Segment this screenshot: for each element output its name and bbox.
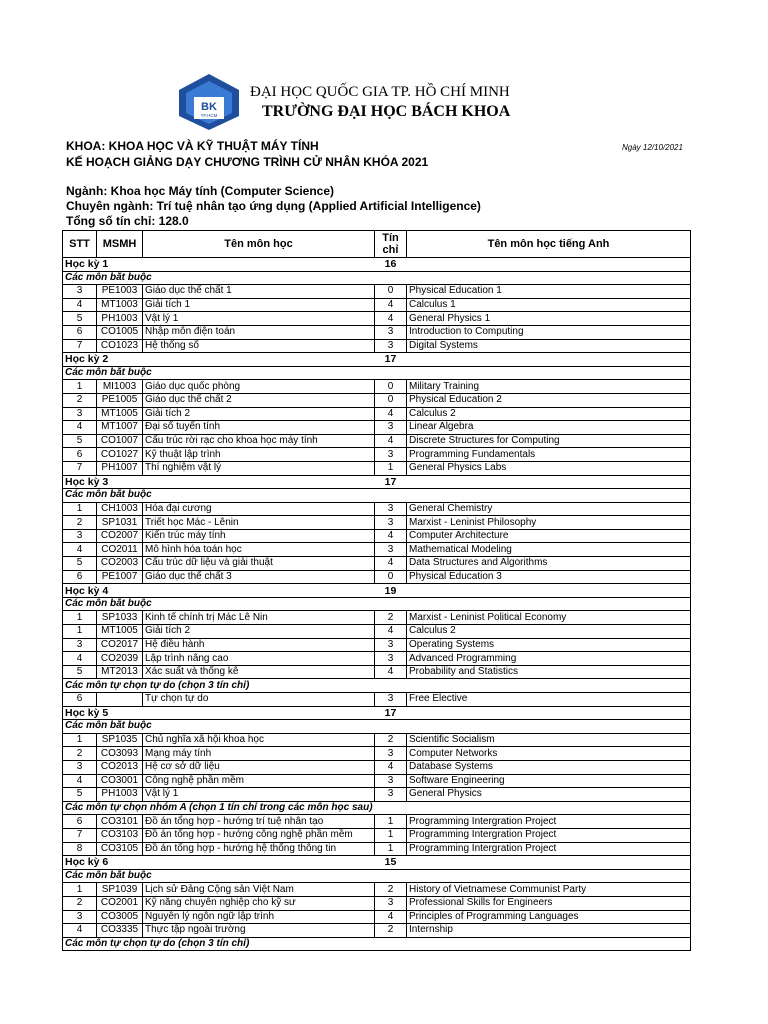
course-credits: 3 — [375, 896, 407, 910]
course-credits: 4 — [375, 434, 407, 448]
course-code: MT1007 — [97, 421, 143, 435]
course-name-vi: Tự chọn tự do — [143, 693, 375, 707]
course-row — [63, 557, 691, 571]
course-code: CO1005 — [97, 325, 143, 339]
course-name-vi: Vật lý 1 — [143, 788, 375, 802]
semester-spacer — [407, 353, 691, 367]
course-stt: 7 — [63, 828, 97, 842]
semester-credits: 17 — [375, 475, 407, 489]
course-code: SP1039 — [97, 883, 143, 897]
course-name-vi: Lập trình nâng cao — [143, 652, 375, 666]
course-row — [63, 788, 691, 802]
header-code: MSMH — [97, 231, 143, 258]
plan-title: KẾ HOẠCH GIẢNG DẠY CHƯƠNG TRÌNH CỬ NHÂN KHÓA 2021 — [66, 155, 429, 169]
header-name-en: Tên môn học tiếng Anh — [407, 231, 691, 258]
course-stt: 6 — [63, 815, 97, 829]
course-row — [63, 625, 691, 639]
course-name-vi: Triết học Mác - Lênin — [143, 516, 375, 530]
semester-row — [63, 706, 691, 720]
course-name-vi: Hệ điều hành — [143, 638, 375, 652]
course-code: MT1003 — [97, 298, 143, 312]
course-name-vi: Lịch sử Đảng Cộng sản Việt Nam — [143, 883, 375, 897]
course-code: CO2001 — [97, 896, 143, 910]
course-stt: 6 — [63, 693, 97, 707]
course-name-vi: Giải tích 2 — [143, 407, 375, 421]
course-row — [63, 815, 691, 829]
course-stt: 3 — [63, 760, 97, 774]
course-row — [63, 421, 691, 435]
course-credits: 3 — [375, 516, 407, 530]
course-credits: 3 — [375, 543, 407, 557]
course-code: CO3101 — [97, 815, 143, 829]
semester-credits: 16 — [375, 258, 407, 272]
course-name-en: Mathematical Modeling — [407, 543, 691, 557]
course-stt: 4 — [63, 924, 97, 938]
course-name-vi: Giáo dục thể chất 2 — [143, 393, 375, 407]
course-credits: 4 — [375, 529, 407, 543]
course-code: CO2007 — [97, 529, 143, 543]
semester-credits: 17 — [375, 706, 407, 720]
course-credits: 2 — [375, 924, 407, 938]
course-row — [63, 652, 691, 666]
course-code: CO3105 — [97, 842, 143, 856]
course-name-en: Physical Education 1 — [407, 285, 691, 299]
course-stt: 4 — [63, 774, 97, 788]
course-name-en: Software Engineering — [407, 774, 691, 788]
logo-subtext: TP.HCM — [200, 113, 218, 118]
semester-spacer — [407, 258, 691, 272]
course-code: MT1005 — [97, 625, 143, 639]
course-stt: 5 — [63, 434, 97, 448]
course-code: MT1005 — [97, 407, 143, 421]
course-stt: 1 — [63, 733, 97, 747]
course-group-label: Các môn bắt buộc — [63, 869, 691, 883]
course-name-en: Calculus 2 — [407, 407, 691, 421]
course-code: PE1003 — [97, 285, 143, 299]
course-code: CO2017 — [97, 638, 143, 652]
course-credits: 0 — [375, 393, 407, 407]
course-stt: 2 — [63, 516, 97, 530]
bk-logo-icon — [176, 72, 242, 132]
course-name-vi: Cấu trúc rời rạc cho khoa học máy tính — [143, 434, 375, 448]
course-row — [63, 570, 691, 584]
course-name-en: History of Vietnamese Communist Party — [407, 883, 691, 897]
course-credits: 3 — [375, 448, 407, 462]
semester-credits: 19 — [375, 584, 407, 598]
course-name-en: General Physics Labs — [407, 461, 691, 475]
course-name-en: General Physics 1 — [407, 312, 691, 326]
course-group-label: Các môn tự chọn tự do (chọn 3 tín chỉ) — [63, 679, 691, 693]
course-credits: 4 — [375, 760, 407, 774]
course-name-en: Programming Fundamentals — [407, 448, 691, 462]
header-name-vi: Tên môn học — [143, 231, 375, 258]
course-row — [63, 325, 691, 339]
course-name-en: Internship — [407, 924, 691, 938]
course-name-vi: Mô hình hóa toán học — [143, 543, 375, 557]
course-name-en: Discrete Structures for Computing — [407, 434, 691, 448]
course-name-en: Calculus 1 — [407, 298, 691, 312]
semester-label: Học kỳ 2 — [63, 353, 375, 367]
course-stt: 2 — [63, 393, 97, 407]
course-credits: 3 — [375, 747, 407, 761]
course-name-en: Principles of Programming Languages — [407, 910, 691, 924]
faculty-title: KHOA: KHOA HỌC VÀ KỸ THUẬT MÁY TÍNH — [66, 139, 319, 153]
course-stt: 7 — [63, 339, 97, 353]
semester-label: Học kỳ 3 — [63, 475, 375, 489]
course-row — [63, 828, 691, 842]
semester-credits: 15 — [375, 856, 407, 870]
course-stt: 6 — [63, 448, 97, 462]
semester-spacer — [407, 856, 691, 870]
semester-row — [63, 475, 691, 489]
course-stt: 3 — [63, 407, 97, 421]
course-credits: 3 — [375, 339, 407, 353]
major-line: Ngành: Khoa học Máy tính (Computer Science) — [66, 184, 335, 198]
course-credits: 4 — [375, 312, 407, 326]
course-name-vi: Đồ án tổng hợp - hướng công nghệ phần mềm — [143, 828, 375, 842]
course-code: SP1031 — [97, 516, 143, 530]
course-name-vi: Chủ nghĩa xã hội khoa học — [143, 733, 375, 747]
course-credits: 4 — [375, 557, 407, 571]
course-stt: 4 — [63, 652, 97, 666]
course-credits: 1 — [375, 815, 407, 829]
table-header-row — [63, 231, 691, 258]
course-credits: 4 — [375, 665, 407, 679]
course-credits: 3 — [375, 421, 407, 435]
course-group-label: Các môn tự chọn tự do (chọn 3 tín chỉ) — [63, 937, 691, 951]
specialization-line: Chuyên ngành: Trí tuệ nhân tạo ứng dụng (Applied Artificial Intelligence) — [66, 199, 481, 213]
course-code: CO2039 — [97, 652, 143, 666]
course-code: CO1023 — [97, 339, 143, 353]
semester-spacer — [407, 475, 691, 489]
course-name-vi: Kỹ năng chuyên nghiệp cho kỹ sư — [143, 896, 375, 910]
semester-label: Học kỳ 6 — [63, 856, 375, 870]
course-stt: 4 — [63, 421, 97, 435]
course-name-vi: Đồ án tổng hợp - hướng trí tuệ nhân tạo — [143, 815, 375, 829]
course-name-vi: Thí nghiệm vật lý — [143, 461, 375, 475]
university-logo — [176, 72, 242, 132]
course-name-vi: Hệ cơ sở dữ liệu — [143, 760, 375, 774]
course-name-en: Computer Networks — [407, 747, 691, 761]
course-stt: 6 — [63, 570, 97, 584]
course-name-en: Physical Education 3 — [407, 570, 691, 584]
course-stt: 1 — [63, 380, 97, 394]
course-row — [63, 502, 691, 516]
course-name-vi: Hệ thống số — [143, 339, 375, 353]
course-name-vi: Xác suất và thống kê — [143, 665, 375, 679]
course-row — [63, 638, 691, 652]
course-name-en: Computer Architecture — [407, 529, 691, 543]
course-group-row — [63, 801, 691, 815]
course-code: SP1035 — [97, 733, 143, 747]
course-name-vi: Giải tích 1 — [143, 298, 375, 312]
course-name-vi: Mạng máy tính — [143, 747, 375, 761]
course-row — [63, 842, 691, 856]
course-row — [63, 448, 691, 462]
course-name-vi: Kiến trúc máy tính — [143, 529, 375, 543]
course-code: CO1027 — [97, 448, 143, 462]
course-name-en: Programming Intergration Project — [407, 842, 691, 856]
course-name-vi: Giáo dục quốc phòng — [143, 380, 375, 394]
course-code: PE1005 — [97, 393, 143, 407]
course-code: CO1007 — [97, 434, 143, 448]
course-code: CO2013 — [97, 760, 143, 774]
course-group-label: Các môn bắt buộc — [63, 271, 691, 285]
course-row — [63, 760, 691, 774]
course-name-vi: Hóa đại cương — [143, 502, 375, 516]
course-row — [63, 312, 691, 326]
course-name-en: General Chemistry — [407, 502, 691, 516]
course-row — [63, 298, 691, 312]
course-row — [63, 665, 691, 679]
course-credits: 1 — [375, 842, 407, 856]
course-stt: 3 — [63, 529, 97, 543]
course-row — [63, 434, 691, 448]
course-row — [63, 910, 691, 924]
course-row — [63, 774, 691, 788]
course-stt: 6 — [63, 325, 97, 339]
course-row — [63, 747, 691, 761]
course-credits: 2 — [375, 733, 407, 747]
semester-label: Học kỳ 4 — [63, 584, 375, 598]
course-credits: 3 — [375, 502, 407, 516]
course-group-row — [63, 869, 691, 883]
university-name: ĐẠI HỌC QUỐC GIA TP. HỒ CHÍ MINH — [250, 84, 510, 100]
course-code: CO3005 — [97, 910, 143, 924]
course-name-vi: Công nghệ phần mềm — [143, 774, 375, 788]
course-name-en: Programming Intergration Project — [407, 815, 691, 829]
course-name-en: General Physics — [407, 788, 691, 802]
course-row — [63, 529, 691, 543]
course-name-en: Introduction to Computing — [407, 325, 691, 339]
course-name-en: Calculus 2 — [407, 625, 691, 639]
course-row — [63, 407, 691, 421]
course-name-en: Database Systems — [407, 760, 691, 774]
course-row — [63, 516, 691, 530]
course-stt: 3 — [63, 638, 97, 652]
course-name-en: Digital Systems — [407, 339, 691, 353]
course-row — [63, 393, 691, 407]
course-credits: 3 — [375, 774, 407, 788]
course-code: CO3335 — [97, 924, 143, 938]
semester-row — [63, 584, 691, 598]
curriculum-table — [62, 230, 691, 951]
course-stt: 3 — [63, 910, 97, 924]
course-name-en: Operating Systems — [407, 638, 691, 652]
course-name-en: Linear Algebra — [407, 421, 691, 435]
course-stt: 5 — [63, 788, 97, 802]
course-stt: 1 — [63, 883, 97, 897]
course-code: CH1003 — [97, 502, 143, 516]
header-stt: STT — [63, 231, 97, 258]
course-group-label: Các môn bắt buộc — [63, 366, 691, 380]
course-credits: 4 — [375, 407, 407, 421]
course-name-en: Physical Education 2 — [407, 393, 691, 407]
school-name: TRƯỜNG ĐẠI HỌC BÁCH KHOA — [262, 103, 511, 120]
course-stt: 5 — [63, 312, 97, 326]
course-name-vi: Kỹ thuật lập trình — [143, 448, 375, 462]
course-name-en: Programming Intergration Project — [407, 828, 691, 842]
course-row — [63, 883, 691, 897]
course-credits: 0 — [375, 570, 407, 584]
semester-row — [63, 353, 691, 367]
course-name-en: Professional Skills for Engineers — [407, 896, 691, 910]
course-stt: 8 — [63, 842, 97, 856]
semester-label: Học kỳ 1 — [63, 258, 375, 272]
course-name-vi: Nhập môn điện toán — [143, 325, 375, 339]
course-credits: 3 — [375, 638, 407, 652]
course-credits: 2 — [375, 883, 407, 897]
course-credits: 0 — [375, 285, 407, 299]
course-credits: 3 — [375, 788, 407, 802]
course-name-en: Marxist - Leninist Political Economy — [407, 611, 691, 625]
semester-spacer — [407, 706, 691, 720]
course-stt: 2 — [63, 747, 97, 761]
course-stt: 7 — [63, 461, 97, 475]
course-name-en: Scientific Socialism — [407, 733, 691, 747]
course-name-en: Military Training — [407, 380, 691, 394]
course-code: CO2011 — [97, 543, 143, 557]
course-code: PE1007 — [97, 570, 143, 584]
course-code: CO3001 — [97, 774, 143, 788]
course-name-en: Marxist - Leninist Philosophy — [407, 516, 691, 530]
logo-text: BK — [201, 101, 217, 113]
course-stt: 2 — [63, 896, 97, 910]
course-code: SP1033 — [97, 611, 143, 625]
semester-spacer — [407, 584, 691, 598]
course-name-en: Data Structures and Algorithms — [407, 557, 691, 571]
course-code — [97, 693, 143, 707]
semester-label: Học kỳ 5 — [63, 706, 375, 720]
course-name-vi: Thực tập ngoài trường — [143, 924, 375, 938]
course-code: MT2013 — [97, 665, 143, 679]
document-date: Ngày 12/10/2021 — [622, 143, 683, 152]
course-credits: 3 — [375, 652, 407, 666]
course-code: PH1003 — [97, 312, 143, 326]
course-row — [63, 339, 691, 353]
course-group-label: Các môn tự chọn nhóm A (chọn 1 tín chỉ trong các môn học sau) — [63, 801, 691, 815]
course-group-label: Các môn bắt buộc — [63, 597, 691, 611]
course-credits: 4 — [375, 298, 407, 312]
course-stt: 4 — [63, 543, 97, 557]
course-name-vi: Vật lý 1 — [143, 312, 375, 326]
course-code: PH1007 — [97, 461, 143, 475]
course-row — [63, 611, 691, 625]
course-name-vi: Giáo dục thể chất 3 — [143, 570, 375, 584]
course-credits: 1 — [375, 828, 407, 842]
course-row — [63, 461, 691, 475]
semester-row — [63, 258, 691, 272]
course-group-row — [63, 720, 691, 734]
course-name-en: Advanced Programming — [407, 652, 691, 666]
course-group-label: Các môn bắt buộc — [63, 489, 691, 503]
course-group-row — [63, 366, 691, 380]
course-row — [63, 733, 691, 747]
course-row — [63, 896, 691, 910]
course-credits: 2 — [375, 611, 407, 625]
course-stt: 5 — [63, 557, 97, 571]
course-row — [63, 693, 691, 707]
course-stt: 1 — [63, 611, 97, 625]
course-stt: 4 — [63, 298, 97, 312]
course-name-vi: Giải tích 2 — [143, 625, 375, 639]
course-row — [63, 380, 691, 394]
header-credits: Tín chỉ — [375, 231, 407, 258]
course-stt: 1 — [63, 625, 97, 639]
course-name-en: Probability and Statistics — [407, 665, 691, 679]
course-row — [63, 543, 691, 557]
course-group-row — [63, 679, 691, 693]
course-group-row — [63, 489, 691, 503]
course-credits: 0 — [375, 380, 407, 394]
course-name-en: Free Elective — [407, 693, 691, 707]
course-group-row — [63, 597, 691, 611]
course-stt: 5 — [63, 665, 97, 679]
course-group-row — [63, 271, 691, 285]
course-code: CO3103 — [97, 828, 143, 842]
course-group-row — [63, 937, 691, 951]
course-credits: 1 — [375, 461, 407, 475]
table-body — [63, 258, 691, 951]
semester-credits: 17 — [375, 353, 407, 367]
course-name-vi: Cấu trúc dữ liệu và giải thuật — [143, 557, 375, 571]
course-credits: 3 — [375, 693, 407, 707]
course-credits: 3 — [375, 325, 407, 339]
course-name-vi: Giáo dục thể chất 1 — [143, 285, 375, 299]
course-name-vi: Đại số tuyến tính — [143, 421, 375, 435]
course-name-vi: Kinh tế chính trị Mác Lê Nin — [143, 611, 375, 625]
course-credits: 4 — [375, 910, 407, 924]
course-code: PH1003 — [97, 788, 143, 802]
course-stt: 3 — [63, 285, 97, 299]
semester-row — [63, 856, 691, 870]
course-name-vi: Nguyên lý ngôn ngữ lập trình — [143, 910, 375, 924]
course-code: CO3093 — [97, 747, 143, 761]
course-credits: 4 — [375, 625, 407, 639]
course-group-label: Các môn bắt buộc — [63, 720, 691, 734]
course-row — [63, 285, 691, 299]
course-code: MI1003 — [97, 380, 143, 394]
course-row — [63, 924, 691, 938]
course-stt: 1 — [63, 502, 97, 516]
course-code: CO2003 — [97, 557, 143, 571]
total-credits-line: Tổng số tín chỉ: 128.0 — [66, 214, 189, 228]
course-name-vi: Đồ án tổng hợp - hướng hệ thống thông tin — [143, 842, 375, 856]
